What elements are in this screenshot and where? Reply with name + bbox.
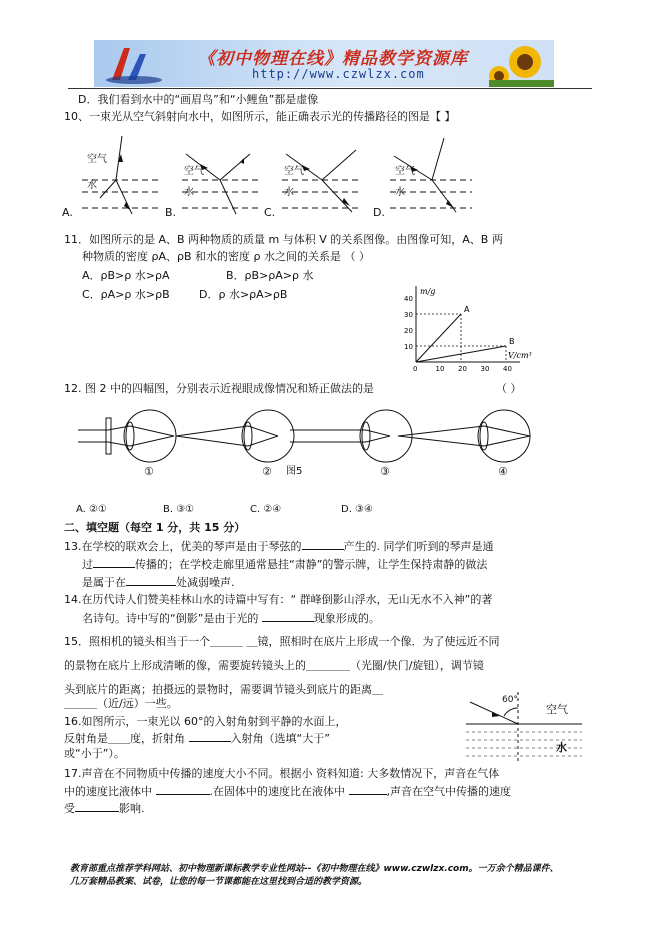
q16-air-label: 空气 [546,703,568,716]
q12-stem: 12. 图 2 中的四幅图，分别表示近视眼成像情况和矫正做法的是 [64,382,374,395]
q13-blank-2[interactable] [93,556,135,568]
q12-label-2: ② [262,465,272,478]
q12-option-c: C. ②④ [250,504,282,515]
footer-line2: 几万套精品教案、试卷，让您的每一节课都能在这里找到合适的教学资源。 [70,877,368,887]
q11-option-a: A．ρB>ρ 水>ρA [82,269,170,282]
section-fill-in-heading: 二、填空题（每空 1 分，共 15 分） [64,521,246,534]
q17-line3 [64,800,145,816]
q15-line1: 15．照相机的镜头相当于一个＿＿＿ ＿镜，照相时在底片上形成一个像．为了使远近不同 [64,635,500,648]
page-footer [70,863,559,889]
q17-line2-end: ,声音在空气中传播的速度 [386,785,511,798]
q17-line3-end: 影响. [119,802,145,815]
q10-option-a: A. [62,206,73,219]
series-label-A: A [464,305,470,314]
q10c-water-label: 水 [284,187,294,198]
q10-stem: 10、一束光从空气斜射向水中，如图所示，能正确表示光的传播路径的图是【 】 [64,110,456,123]
q13-line3-start: 是属于在 [82,576,126,589]
q17-line1: 17.声音在不同物质中传播的速度大小不同。根据小 资料知道: 大多数情况下，声音在气体 [64,767,500,780]
q10d-air-label: 空气 [395,166,415,177]
q16-angle-label: 60° [502,695,518,705]
q13-blank-1[interactable] [302,538,344,550]
banner-url: http://www.czwlzx.com [252,67,425,81]
x-tick-label: 10 [435,365,445,372]
q15-line3: 头到底片的距离；拍摄远的景物时，需要调节镜头到底片的距离＿ [64,683,383,696]
q13-blank-3[interactable] [126,574,176,586]
q10c-air-label: 空气 [284,166,304,177]
q11-option-b: B．ρB>ρA>ρ 水 [226,269,314,282]
q14-line1: 14.在历代诗人们赞美桂林山水的诗篇中写有：“ 群峰倒影山浮水，无山无水不入神”的著 [64,593,493,606]
q12-label-1: ① [144,465,154,478]
x-tick-label: 20 [458,365,467,372]
q14-line2-start: 名诗句。诗中写的“倒影”是由于光的 [82,612,259,625]
q15-line4: ＿＿＿（近/远）一些。 [64,697,178,710]
q13-line2-start: 过 [82,558,93,571]
q16-blank-refraction[interactable] [189,730,231,742]
header-banner [94,40,554,87]
q12-paren: （ ） [496,382,522,395]
eye-diagrams [68,406,538,484]
q12-option-b: B. ③① [163,504,195,515]
q15-line2: 的景物在底片上形成清晰的像，需要旋转镜头上的＿＿＿＿（光圈/快门/旋钮），调节镜 [64,659,484,672]
q13-line1-start: 13.在学校的联欢会上，优美的琴声是由于琴弦的 [64,540,302,553]
header-rule [68,88,592,89]
q10b-air-label: 空气 [184,166,204,177]
q17-blank-2[interactable] [349,783,387,795]
y-tick-label: 30 [404,311,413,319]
x-tick-label: 0 [413,365,418,372]
q13-line2-end: 传播的；在学校走廊里通常悬挂“肃静”的警示牌，让学生保持肃静的做法 [135,558,488,571]
q12-label-3: ③ [380,465,390,478]
q10a-water-label: 水 [87,180,97,191]
x-tick-label: 40 [503,365,512,372]
q12-label-4: ④ [498,465,508,478]
y-tick-label: 40 [404,295,413,303]
q9-option-d: D．我们看到水中的“画眉鸟”和“小鲤鱼”都是虚像 [78,93,319,106]
q11-option-c: C．ρA>ρ 水>ρB [82,288,170,301]
q17-line2 [64,783,511,799]
q13-line1 [64,538,494,554]
banner-title: 《初中物理在线》精品教学资源库 [198,49,468,69]
q11-line2: 种物质的密度 ρA、ρB 和水的密度 ρ 水之间的关系是 （ ） [82,250,370,263]
q10b-water-label: 水 [184,187,194,198]
q10-option-d: D. [373,206,385,219]
q17-line2-start: 中的速度比液体中 [64,785,152,798]
q14-line2-end: 现象形成的。 [313,612,380,625]
q10-option-b: B. [165,206,177,219]
q12-fig-label: 图5 [286,466,303,477]
series-label-B: B [509,337,515,346]
q16-refraction-diagram [462,688,602,766]
chart-x-label: V/cm³ [508,351,532,360]
q17-line3-start: 受 [64,802,75,815]
y-tick-label: 10 [404,343,413,351]
mass-volume-chart [398,280,538,372]
q13-line2 [82,556,487,572]
q10d-water-label: 水 [395,187,405,198]
q11-option-d: D．ρ 水>ρA>ρB [199,288,288,301]
q16-line1: 16.如图所示，一束光以 60°的入射角射到平静的水面上， [64,715,347,728]
q17-blank-1[interactable] [156,783,210,795]
q17-blank-3[interactable] [75,800,119,812]
y-tick-label: 20 [404,327,413,335]
q11-line1: 11．如图所示的是 A、B 两种物质的质量 m 与体积 V 的关系图像。由图像可知，A、B 两 [64,233,503,246]
x-tick-label: 30 [480,365,490,372]
q13-line3 [82,574,235,590]
q14-blank[interactable] [262,610,314,622]
q12-option-a: A. ②① [76,504,107,515]
q13-line1-end: 产生的. 同学们听到的琴声是通 [343,540,494,553]
sunflower-icon [489,40,554,87]
q14-line2 [82,610,380,626]
logo-icon [94,40,174,87]
q13-line3-end: 处减弱噪声. [176,576,235,589]
q16-line2-end: 入射角（选填“大于” [230,732,330,745]
q12-option-d: D. ③④ [341,504,373,515]
q16-water-label: 水 [556,741,567,754]
chart-y-label: m/g [420,287,436,296]
q17-line2-mid: .在固体中的速度比在液体中 [209,785,345,798]
q10a-air-label: 空气 [87,154,107,165]
q16-line2-start: 反射角是＿＿度，折射角 [64,732,185,745]
q16-line3: 或“小于”）。 [64,747,125,760]
footer-line1: 教育部重点推荐学科网站、初中物理新课标教学专业性网站--《初中物理在线》www.czwlzx.com。一万余个精品课件、 [70,864,559,874]
q10-option-c: C. [264,206,276,219]
q16-line2 [64,730,330,746]
